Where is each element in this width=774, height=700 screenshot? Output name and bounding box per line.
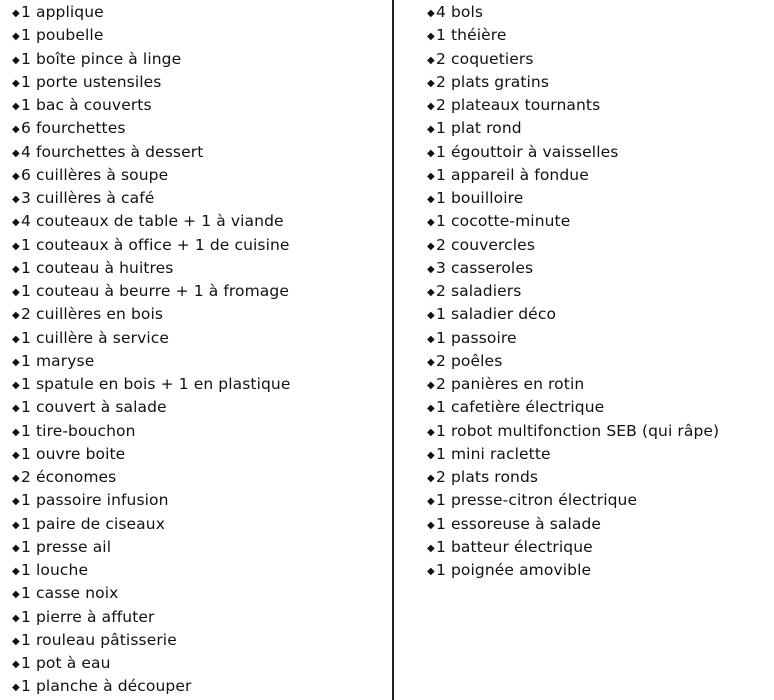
bullet-icon: ◆ bbox=[427, 310, 435, 322]
bullet-icon: ◆ bbox=[12, 496, 20, 508]
bullet-icon: ◆ bbox=[12, 542, 20, 554]
bullet-icon: ◆ bbox=[427, 519, 435, 531]
list-item bbox=[427, 257, 772, 280]
item-label: 4 couteaux de table + 1 à viande bbox=[21, 212, 284, 231]
item-label: 1 poubelle bbox=[21, 26, 104, 45]
list-item bbox=[12, 559, 384, 582]
list-item bbox=[427, 420, 772, 443]
list-item bbox=[12, 48, 384, 71]
item-label: 1 couteau à huitres bbox=[21, 258, 174, 277]
item-label: 1 presse ail bbox=[21, 537, 112, 556]
list-item bbox=[427, 373, 772, 396]
list-item bbox=[12, 1, 384, 24]
item-label: 1 tire-bouchon bbox=[21, 421, 136, 440]
list-item bbox=[427, 303, 772, 326]
list-item bbox=[12, 303, 384, 326]
bullet-icon: ◆ bbox=[12, 519, 20, 531]
item-label: 6 cuillères à soupe bbox=[21, 165, 169, 184]
item-label: 1 essoreuse à salade bbox=[436, 514, 602, 533]
item-label: 1 applique bbox=[21, 3, 104, 21]
item-label: 1 paire de ciseaux bbox=[21, 514, 165, 533]
list-item bbox=[427, 489, 772, 512]
item-label: 1 cocotte-minute bbox=[436, 212, 571, 231]
bullet-icon: ◆ bbox=[12, 31, 20, 43]
item-label: 2 plats gratins bbox=[436, 72, 550, 91]
item-label: 4 bols bbox=[436, 3, 484, 21]
item-label: 1 rouleau pâtisserie bbox=[21, 630, 177, 649]
item-label: 1 pot à eau bbox=[21, 654, 111, 672]
item-label: 1 louche bbox=[21, 561, 89, 579]
bullet-icon: ◆ bbox=[12, 380, 20, 391]
item-label: 2 économes bbox=[21, 468, 117, 486]
list-item bbox=[12, 675, 384, 698]
item-label: 1 couteaux à office + 1 de cuisine bbox=[21, 235, 290, 254]
item-label: 2 coquetiers bbox=[436, 49, 534, 68]
column-divider bbox=[392, 0, 394, 700]
bullet-icon: ◆ bbox=[427, 77, 435, 89]
right-column-list bbox=[427, 1, 772, 582]
bullet-icon: ◆ bbox=[12, 589, 20, 601]
bullet-icon: ◆ bbox=[427, 147, 435, 159]
bullet-icon: ◆ bbox=[12, 240, 20, 252]
item-label: 1 égouttoir à vaisselles bbox=[436, 142, 619, 161]
list-item bbox=[12, 234, 384, 257]
list-item bbox=[12, 327, 384, 350]
bullet-icon: ◆ bbox=[427, 542, 435, 554]
item-label: 1 couteau à beurre + 1 à fromage bbox=[21, 282, 289, 300]
bullet-icon: ◆ bbox=[427, 54, 435, 66]
list-item bbox=[427, 280, 772, 303]
bullet-icon: ◆ bbox=[12, 77, 20, 89]
item-label: 1 spatule en bois + 1 en plastique bbox=[21, 375, 291, 393]
bullet-icon: ◆ bbox=[427, 403, 435, 415]
bullet-icon: ◆ bbox=[12, 473, 20, 484]
item-label: 1 maryse bbox=[21, 351, 95, 370]
item-label: 1 cafetière électrique bbox=[436, 398, 605, 417]
bullet-icon: ◆ bbox=[427, 449, 435, 461]
item-label: 1 passoire infusion bbox=[21, 491, 169, 510]
bullet-icon: ◆ bbox=[427, 194, 435, 205]
list-item bbox=[12, 210, 384, 233]
bullet-icon: ◆ bbox=[12, 8, 20, 19]
item-label: 2 plats ronds bbox=[436, 468, 539, 486]
bullet-icon: ◆ bbox=[12, 101, 20, 112]
bullet-icon: ◆ bbox=[427, 263, 435, 275]
bullet-icon: ◆ bbox=[12, 147, 20, 159]
list-item bbox=[427, 24, 772, 47]
list-item bbox=[427, 443, 772, 466]
bullet-icon: ◆ bbox=[12, 682, 20, 694]
bullet-icon: ◆ bbox=[427, 217, 435, 229]
item-label: 2 plateaux tournants bbox=[436, 96, 601, 114]
item-label: 1 bouilloire bbox=[436, 189, 524, 207]
item-label: 1 plat rond bbox=[436, 119, 522, 138]
list-item bbox=[427, 327, 772, 350]
list-item bbox=[12, 420, 384, 443]
item-label: 1 boîte pince à linge bbox=[21, 49, 182, 68]
list-item bbox=[427, 1, 772, 24]
bullet-icon: ◆ bbox=[12, 217, 20, 229]
list-item bbox=[12, 373, 384, 396]
list-item bbox=[427, 94, 772, 117]
list-item bbox=[12, 94, 384, 117]
item-label: 2 saladiers bbox=[436, 282, 522, 300]
item-label: 1 poignée amovible bbox=[436, 561, 592, 579]
bullet-icon: ◆ bbox=[427, 287, 435, 298]
list-item bbox=[12, 117, 384, 140]
item-label: 1 porte ustensiles bbox=[21, 72, 162, 91]
item-label: 1 bac à couverts bbox=[21, 96, 152, 114]
item-label: 1 appareil à fondue bbox=[436, 165, 589, 184]
list-item bbox=[12, 187, 384, 210]
list-item bbox=[12, 629, 384, 652]
list-item bbox=[12, 536, 384, 559]
item-label: 1 cuillère à service bbox=[21, 328, 170, 347]
item-label: 1 ouvre boite bbox=[21, 444, 126, 463]
item-label: 2 couvercles bbox=[436, 235, 535, 254]
list-item bbox=[427, 164, 772, 187]
item-label: 2 poêles bbox=[436, 351, 503, 370]
list-item bbox=[12, 582, 384, 605]
bullet-icon: ◆ bbox=[427, 240, 435, 252]
bullet-icon: ◆ bbox=[12, 426, 20, 438]
list-item bbox=[12, 141, 384, 164]
bullet-icon: ◆ bbox=[12, 333, 20, 345]
bullet-icon: ◆ bbox=[12, 612, 20, 624]
item-label: 4 fourchettes à dessert bbox=[21, 142, 204, 161]
bullet-icon: ◆ bbox=[427, 31, 435, 43]
bullet-icon: ◆ bbox=[427, 170, 435, 182]
item-label: 1 robot multifonction SEB (qui râpe) bbox=[436, 421, 720, 440]
bullet-icon: ◆ bbox=[12, 287, 20, 298]
item-label: 6 fourchettes bbox=[21, 119, 126, 138]
item-label: 1 planche à découper bbox=[21, 677, 192, 696]
list-item bbox=[427, 71, 772, 94]
list-item bbox=[427, 187, 772, 210]
bullet-icon: ◆ bbox=[12, 403, 20, 415]
list-item bbox=[12, 443, 384, 466]
item-label: 3 casseroles bbox=[436, 258, 534, 277]
list-item bbox=[12, 257, 384, 280]
bullet-icon: ◆ bbox=[427, 8, 435, 19]
item-label: 1 passoire bbox=[436, 328, 517, 347]
list-item bbox=[427, 396, 772, 419]
list-item bbox=[12, 280, 384, 303]
bullet-icon: ◆ bbox=[427, 356, 435, 368]
list-item bbox=[427, 559, 772, 582]
list-item bbox=[427, 234, 772, 257]
bullet-icon: ◆ bbox=[427, 496, 435, 508]
bullet-icon: ◆ bbox=[12, 659, 20, 670]
bullet-icon: ◆ bbox=[12, 635, 20, 647]
bullet-icon: ◆ bbox=[427, 566, 435, 577]
list-item bbox=[12, 606, 384, 629]
bullet-icon: ◆ bbox=[427, 426, 435, 438]
item-label: 3 cuillères à café bbox=[21, 189, 155, 207]
bullet-icon: ◆ bbox=[12, 170, 20, 182]
item-label: 1 casse noix bbox=[21, 584, 119, 603]
list-item bbox=[12, 489, 384, 512]
item-label: 2 panières en rotin bbox=[436, 375, 585, 393]
list-item bbox=[427, 536, 772, 559]
bullet-icon: ◆ bbox=[12, 194, 20, 205]
list-item bbox=[427, 141, 772, 164]
list-item bbox=[427, 117, 772, 140]
list-item bbox=[427, 350, 772, 373]
list-item bbox=[12, 466, 384, 489]
bullet-icon: ◆ bbox=[12, 124, 20, 136]
item-label: 2 cuillères en bois bbox=[21, 305, 164, 324]
bullet-icon: ◆ bbox=[12, 54, 20, 66]
list-item bbox=[12, 24, 384, 47]
item-label: 1 théière bbox=[436, 26, 507, 45]
list-item bbox=[12, 396, 384, 419]
list-item bbox=[427, 466, 772, 489]
list-item bbox=[12, 164, 384, 187]
bullet-icon: ◆ bbox=[427, 473, 435, 484]
list-item bbox=[12, 652, 384, 675]
list-item bbox=[12, 350, 384, 373]
bullet-icon: ◆ bbox=[427, 124, 435, 136]
bullet-icon: ◆ bbox=[427, 380, 435, 391]
bullet-icon: ◆ bbox=[12, 566, 20, 577]
bullet-icon: ◆ bbox=[12, 356, 20, 368]
bullet-icon: ◆ bbox=[12, 449, 20, 461]
item-label: 1 saladier déco bbox=[436, 305, 557, 324]
bullet-icon: ◆ bbox=[12, 310, 20, 322]
item-label: 1 pierre à affuter bbox=[21, 607, 155, 626]
item-label: 1 couvert à salade bbox=[21, 398, 167, 417]
left-column-list bbox=[12, 1, 384, 699]
list-item bbox=[427, 513, 772, 536]
list-item bbox=[427, 210, 772, 233]
bullet-icon: ◆ bbox=[12, 263, 20, 275]
list-item bbox=[12, 71, 384, 94]
item-label: 1 mini raclette bbox=[436, 444, 551, 463]
list-item bbox=[427, 48, 772, 71]
list-item bbox=[12, 513, 384, 536]
bullet-icon: ◆ bbox=[427, 101, 435, 112]
bullet-icon: ◆ bbox=[427, 333, 435, 345]
item-label: 1 batteur électrique bbox=[436, 537, 593, 556]
item-label: 1 presse-citron électrique bbox=[436, 491, 638, 510]
